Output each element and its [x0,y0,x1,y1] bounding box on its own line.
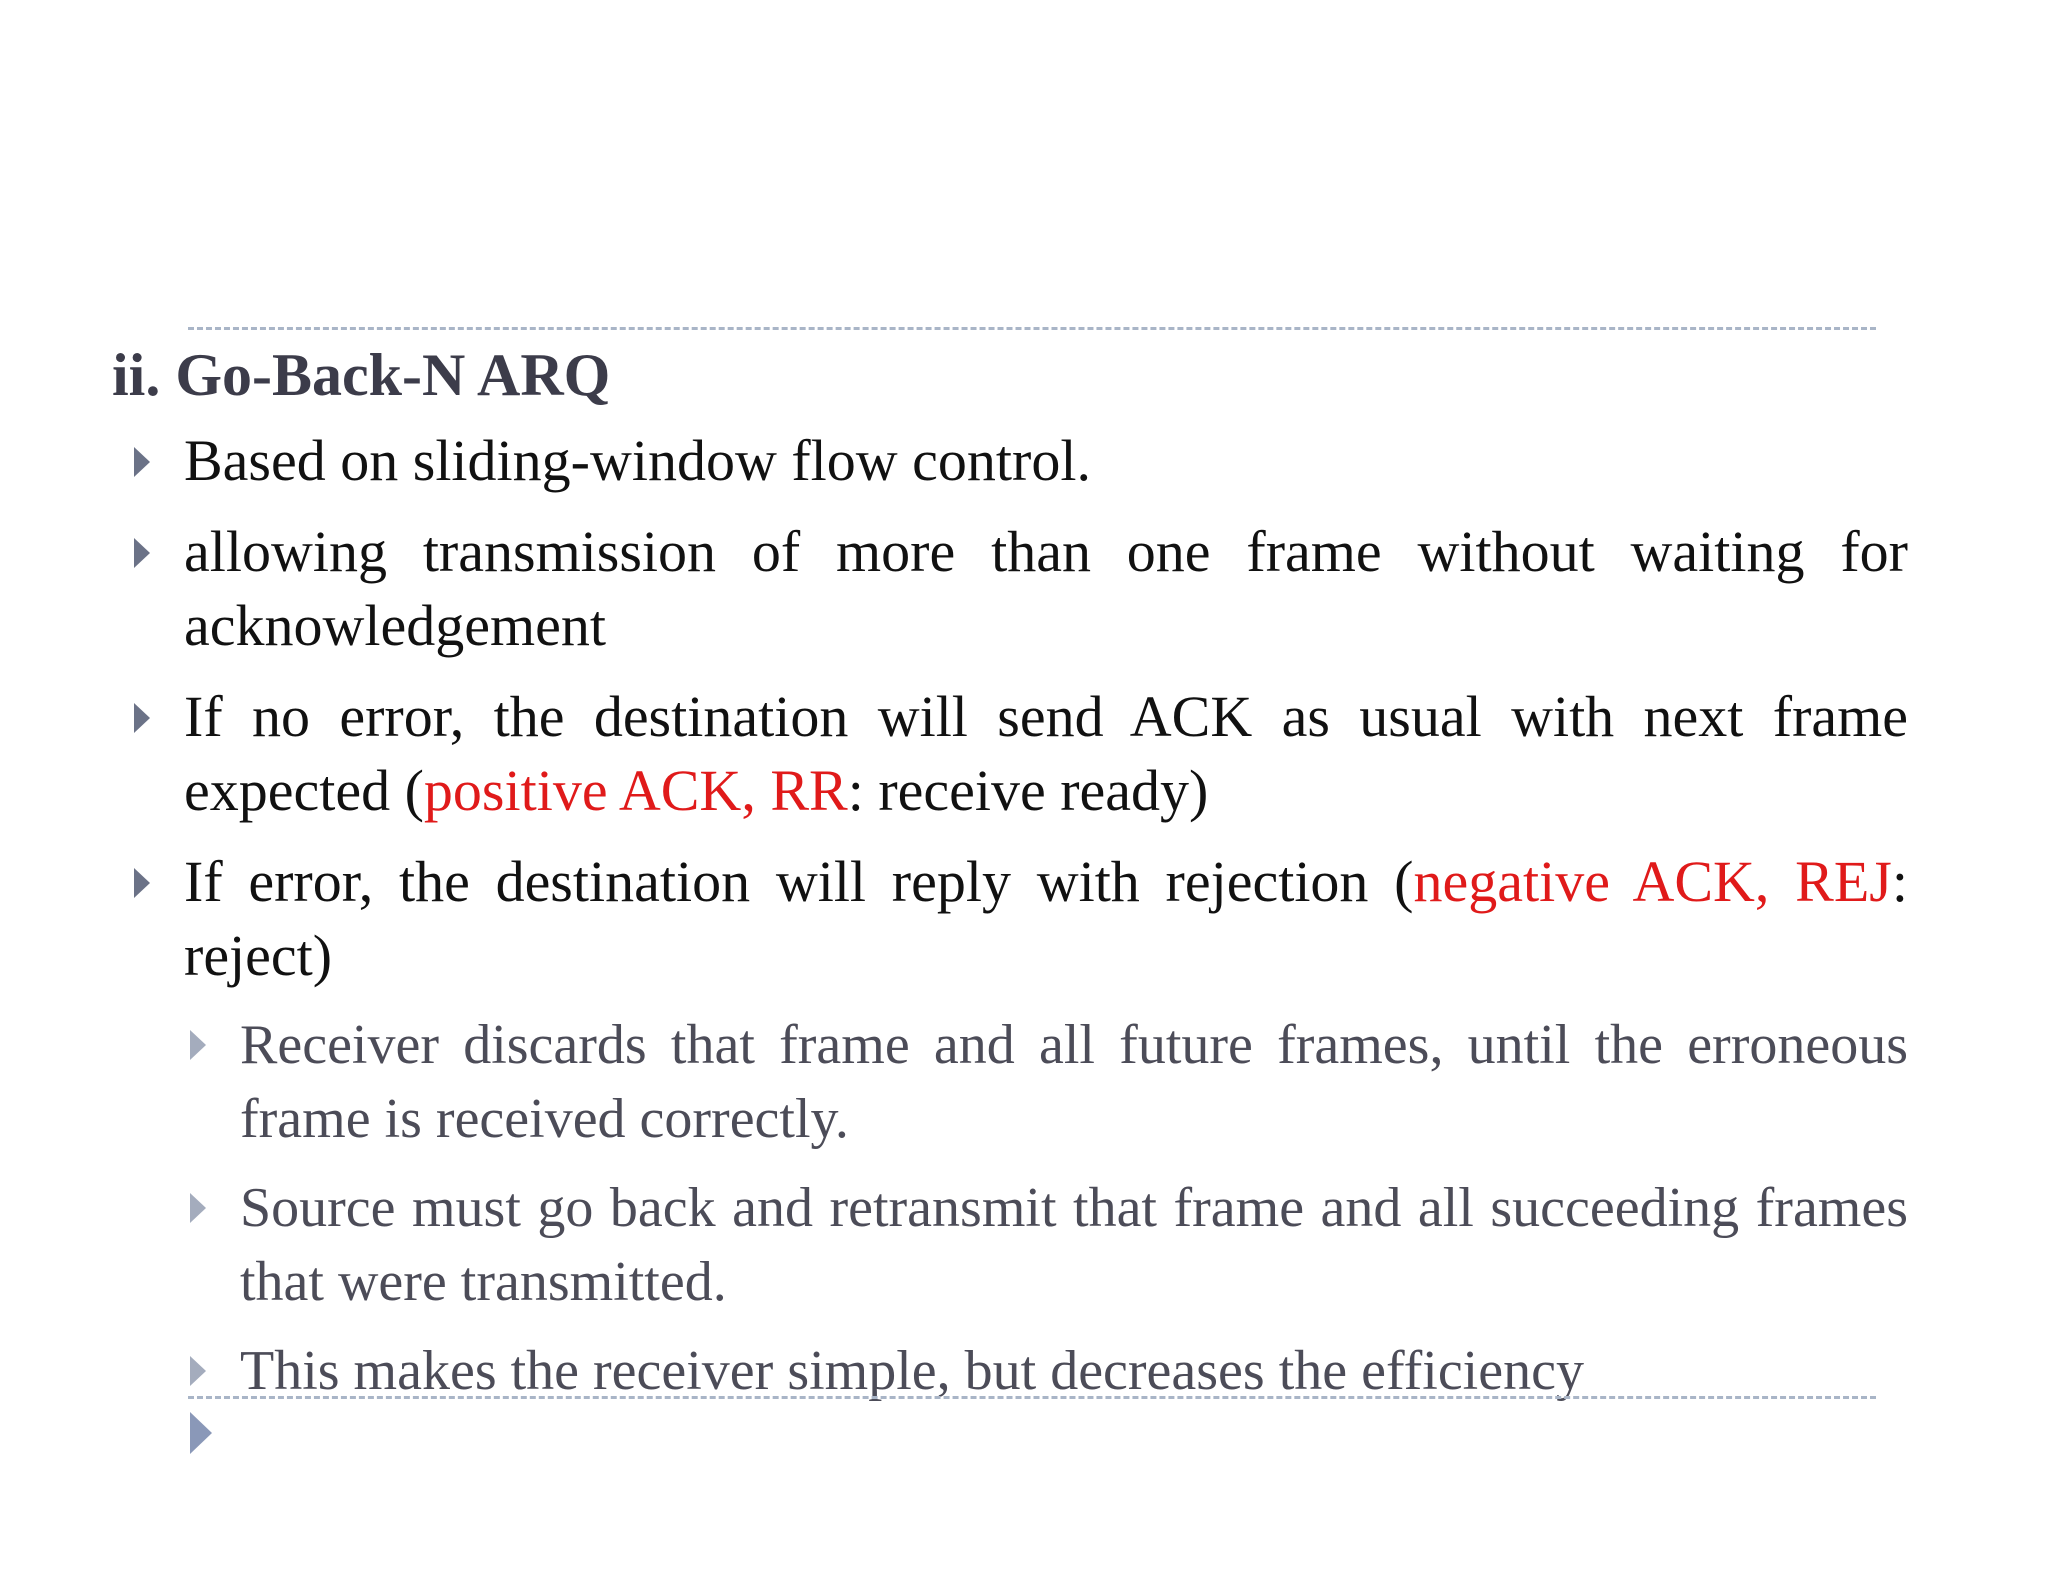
sub-bullet-1-text: Receiver discards that frame and all future frames, until the erroneous frame is received correctly. [240,1014,1908,1150]
bullet-3-text-pre: If no error, the destination will send ACK as usual with next frame expected ( [184,684,1908,823]
positive-ack-highlight: positive ACK, RR [423,758,848,823]
bullet-4-text-pre: If error, the destination will reply with rejection ( [184,849,1414,914]
sub-bullet-icon [190,1356,206,1386]
negative-ack-highlight: negative ACK, REJ [1413,849,1892,914]
bullet-2-text: allowing transmission of more than one frame without waiting for acknowledgement [184,519,1908,658]
sub-bullet-icon [190,1193,206,1223]
bullet-3-text [184,680,1908,828]
bullet-icon [134,868,150,898]
bullet-4-text-post: : reject) [184,849,1908,988]
bullet-icon [134,538,150,568]
bullet-4-text [184,845,1908,993]
sub-bullet-2-text: Source must go back and retransmit that frame and all succeeding frames that were transmitted. [240,1177,1908,1313]
bottom-divider [188,1396,1876,1399]
sub-bullet-icon [190,1030,206,1060]
bullet-icon [134,447,150,477]
slide-title: ii. Go-Back-N ARQ [112,342,611,408]
top-divider [188,327,1876,330]
bullet-icon [134,703,150,733]
sub-bullet-3-text: This makes the receiver simple, but decreases the efficiency [240,1340,1584,1402]
bullet-1-text: Based on sliding-window flow control. [184,428,1091,493]
empty-bullet-icon [190,1412,212,1454]
bullet-3-text-post: : receive ready) [847,758,1209,823]
